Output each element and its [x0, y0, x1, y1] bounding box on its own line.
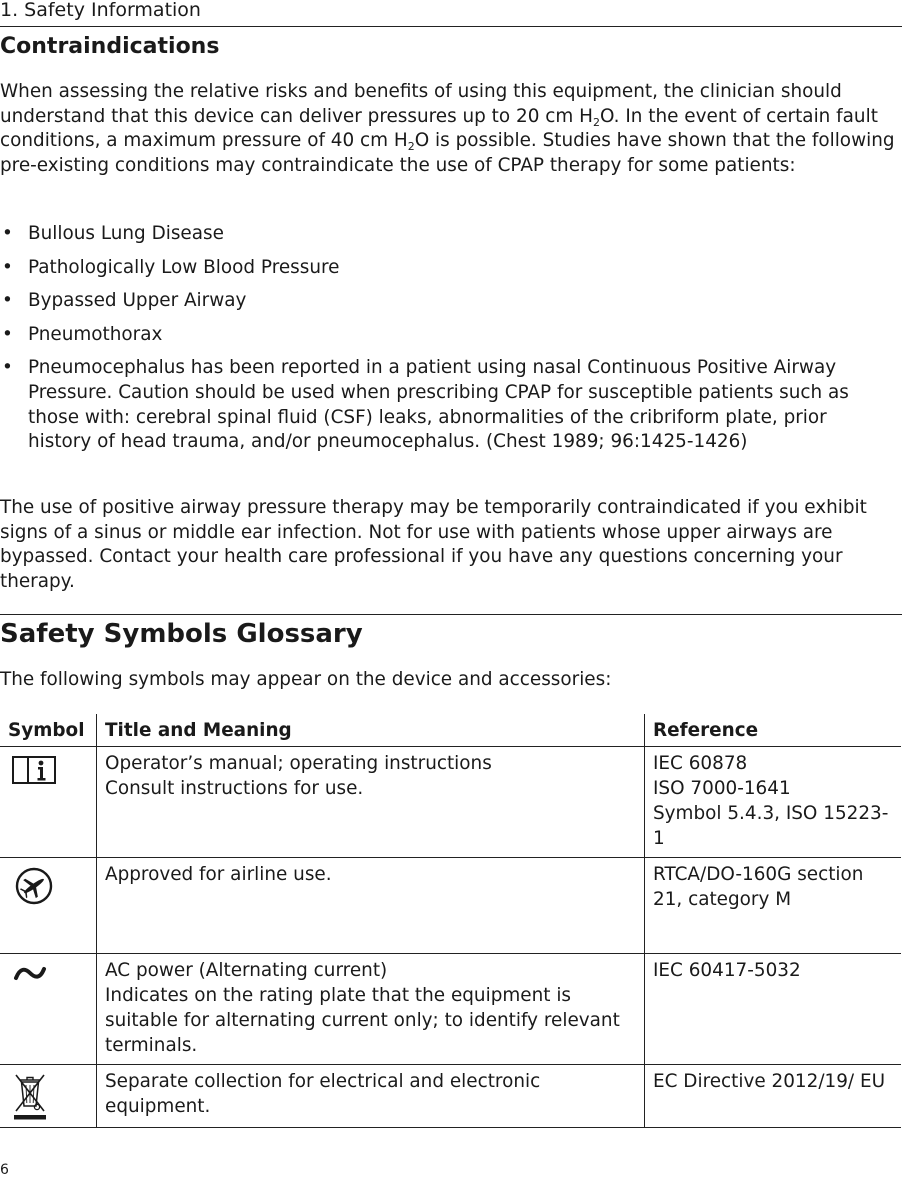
meaning-cell — [97, 954, 645, 1065]
list-item — [0, 289, 895, 314]
table-row — [0, 858, 901, 954]
list-item — [0, 256, 895, 281]
contraindications-heading: Contraindications — [0, 34, 220, 59]
meaning-line: Separate collection for electrical and electronic equipment. — [105, 1071, 541, 1117]
list-item — [0, 323, 895, 348]
meaning-line: Indicates on the rating plate that the equipment is suitable for alternating current only; to identify relevant terminals. — [105, 985, 620, 1056]
reference-cell — [645, 954, 902, 1065]
page-number: 6 — [0, 1162, 9, 1178]
glossary-heading: Safety Symbols Glossary — [0, 619, 363, 649]
list-item-text: Bullous Lung Disease — [28, 223, 224, 244]
table-row — [0, 954, 901, 1065]
operators-manual-icon — [10, 753, 58, 787]
bullet-marker: • — [2, 223, 13, 244]
list-item — [0, 222, 895, 247]
meaning-line: AC power (Alternating current) — [105, 960, 388, 981]
list-item-text: Pathologically Low Blood Pressure — [28, 256, 340, 278]
running-head: 1. Safety Information — [0, 0, 902, 27]
symbols-table — [0, 714, 901, 1128]
list-item-text: Bypassed Upper Airway — [28, 290, 247, 312]
intro-text-b: O. In the event of certain fault conditions, a maximum pressure of 40 cm H — [0, 105, 878, 152]
meaning-cell — [97, 747, 645, 858]
symbol-cell — [0, 747, 97, 858]
contraindications-closing: The use of positive airway pressure therapy may be temporarily contraindicated if you exhibit signs of a sinus or middle ear infection. Not for use with patients whose upper airways are bypassed. Contact your health care professional if you have any questions concerning your therapy. — [0, 497, 867, 592]
list-item-text: Pneumothorax — [28, 323, 163, 345]
bullet-marker: • — [2, 357, 13, 379]
weee-crossed-bin-icon — [10, 1071, 50, 1121]
airplane-approved-icon — [10, 864, 58, 908]
contraindication-list — [0, 222, 895, 464]
bullet-marker: • — [2, 323, 13, 345]
subscript-2: 2 — [407, 140, 415, 154]
reference-line: RTCA/DO-160G section 21, category M — [653, 864, 864, 910]
symbol-cell — [0, 954, 97, 1065]
table-row — [0, 747, 901, 858]
column-header-title: Title and Meaning — [97, 714, 645, 747]
meaning-cell — [97, 1065, 645, 1128]
reference-line: Symbol 5.4.3, ISO 15223-1 — [653, 803, 889, 849]
list-item — [0, 356, 895, 454]
bullet-marker: • — [2, 290, 13, 312]
reference-cell — [645, 747, 902, 858]
reference-cell — [645, 858, 902, 954]
intro-text-c: O is possible. Studies have shown that the following pre-existing conditions may contraindicate the use of CPAP therapy for some patients: — [0, 130, 895, 176]
subscript-2: 2 — [592, 115, 600, 129]
reference-line: IEC 60417-5032 — [653, 960, 801, 981]
column-header-reference: Reference — [645, 714, 902, 747]
reference-cell — [645, 1065, 902, 1128]
table-header-row — [0, 714, 901, 747]
ac-power-icon — [10, 960, 58, 986]
column-header-symbol: Symbol — [0, 714, 97, 747]
symbol-cell — [0, 858, 97, 954]
glossary-intro: The following symbols may appear on the device and accessories: — [0, 669, 612, 690]
list-item-text: Pneumocephalus has been reported in a patient using nasal Continuous Positive Airway Pressure. Caution should be used when prescribing CPAP for susceptible patients such as those with: cerebral spinal fluid (CSF) leaks, abnormalities of the cribriform plate, prior history of head trauma, and/or pneumocephalus. (Chest 1989; 96:1425-1426) — [28, 357, 849, 453]
contraindications-intro — [0, 80, 895, 178]
reference-line: IEC 60878 — [653, 753, 748, 774]
symbol-cell — [0, 1065, 97, 1128]
section-divider — [0, 614, 902, 615]
meaning-line: Approved for airline use. — [105, 864, 332, 885]
meaning-line: Operator’s manual; operating instructions — [105, 753, 492, 774]
table-row — [0, 1065, 901, 1128]
intro-text-a: When assessing the relative risks and benefits of using this equipment, the clinician should understand that this device can deliver pressures up to 20 cm H — [0, 81, 842, 127]
bullet-marker: • — [2, 256, 13, 278]
meaning-line: Consult instructions for use. — [105, 778, 364, 799]
reference-line: EC Directive 2012/19/ EU — [653, 1071, 886, 1092]
meaning-cell — [97, 858, 645, 954]
reference-line: ISO 7000-1641 — [653, 778, 791, 799]
